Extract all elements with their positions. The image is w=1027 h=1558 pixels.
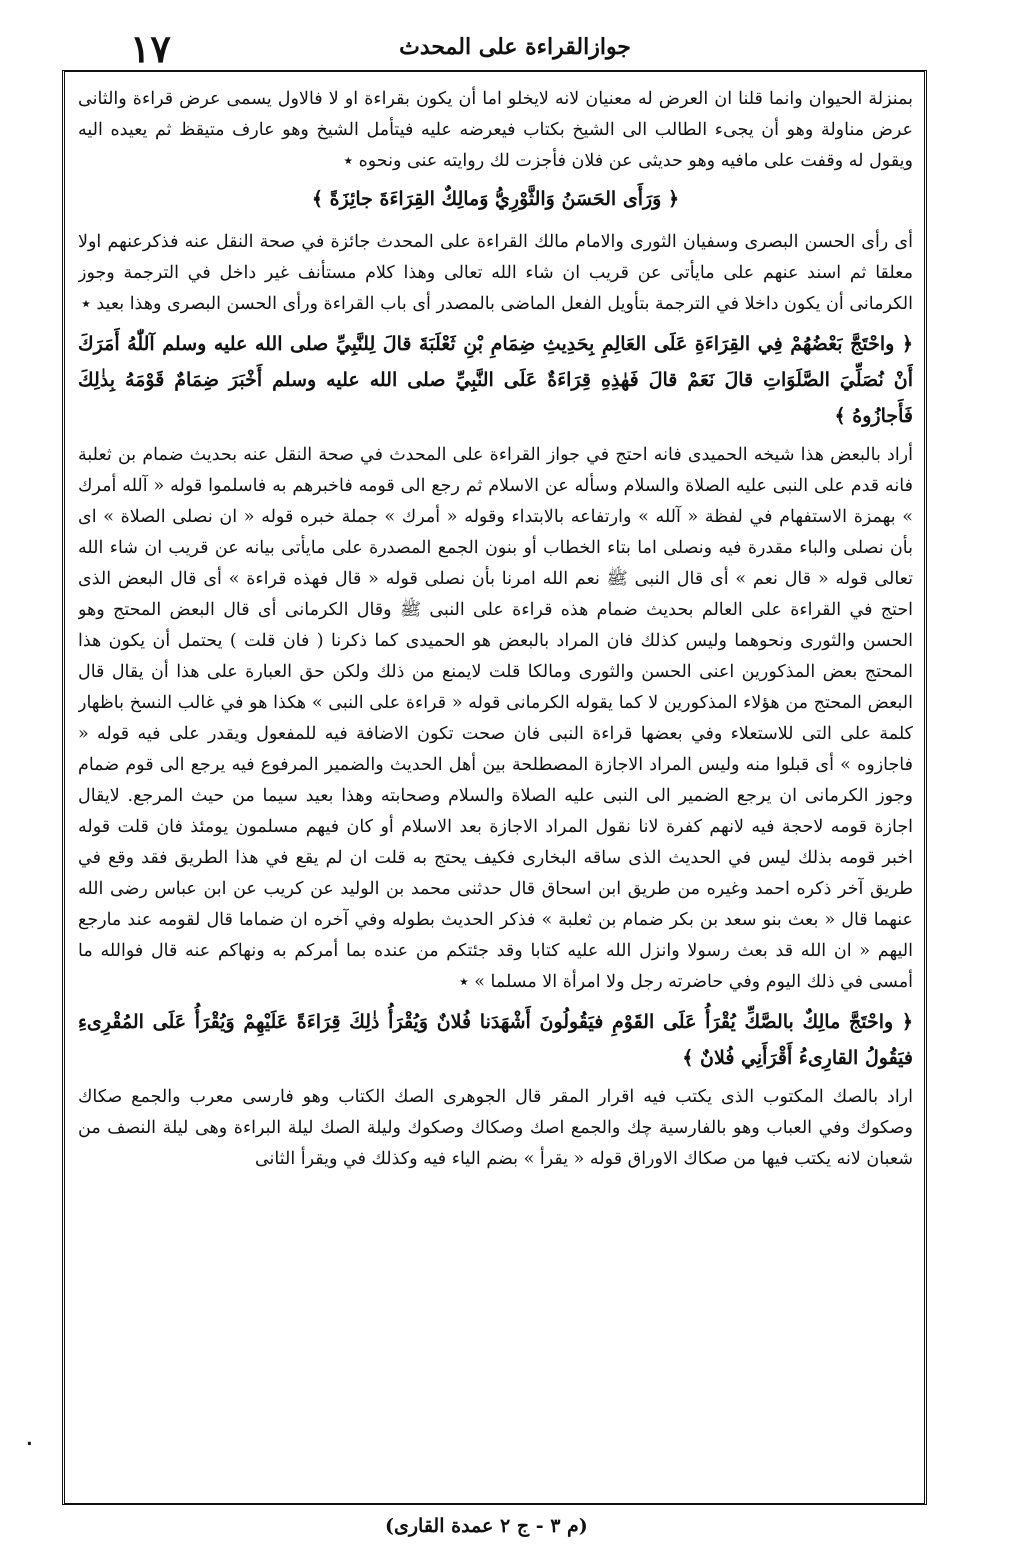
quoted-text-1: ﴿ وَرَأَى الحَسَنُ وَالثَّوْرِيُّ وَمالِكٌ القِرَاءَةَ جائِزَةً ﴾ <box>311 188 680 210</box>
margin-mark: ٠ <box>24 1430 35 1454</box>
quoted-text-2: ﴿ واحْتَجَّ بَعْضُهُمْ فِي القِرَاءَةِ عَلَى العَالِمِ بِحَدِيثِ ضِمَامِ بْنِ ثَعْلَبَةَ قالَ لِلنَّبِيِّ صلى الله عليه وسلم آللّٰهُ أَمَرَكَ أَنْ نُصَلِّيَ الصَّلَوَاتِ قالَ نَعَمْ قالَ فَهٰذِهِ قِرَاءَةٌ عَلَى النَّبِيِّ صلى الله عليه وسلم أَخْبَرَ ضِمَامٌ قَوْمَهُ بِذٰلِكَ فَأَجازُوهُ ﴾ <box>78 333 913 427</box>
quoted-text-3: ﴿ واحْتَجَّ مالِكٌ بالصَّكِّ يُقْرَأُ عَلَى القَوْمِ فيَقُولُونَ أَشْهَدَنا فُلانٌ وَيُقْرَأُ ذٰلِكَ قِرَاءَةً عَلَيْهِمْ وَيُقْرَأُ عَلَى المُقْرِىءِ فيَقُولُ القارِىءُ أَقْرَأَنِي فُلانٌ ﴾ <box>78 1011 913 1069</box>
page-header <box>40 26 990 71</box>
footer-signature: (م ٣ - ج ٢ عمدة القارى) <box>385 1515 588 1537</box>
paragraph-3: أراد بالبعض هذا شيخه الحميدى فانه احتج في جواز القراءة على المحدث في صحة النقل عنه بحديث ضمام بن ثعلبة فانه قدم على النبى عليه الصلاة والسلام وسأله عن الاسلام ثم رجع الى قومه فاخبرهم به فاسلموا قوله « آلله أمرك » بهمزة الاستفهام في لفظة « آلله » وارتفاعه بالابتداء وقوله « أمرك » جملة خبره قوله « ان نصلى الصلاة » اى بأن نصلى والباء مقدرة فيه ونصلى اما بتاء الخطاب أو بنون الجمع المصدرة على مايأتى بيانه عن قريب ان شاء الله تعالى قوله « قال نعم » أى قال النبى ﷺ نعم الله امرنا بأن نصلى قوله « قال فهذه قراءة » أى قال البعض الذى احتج في القراءة على العالم بحديث ضمام هذه قراءة على النبى ﷺ وقال الكرمانى أى قال البعض المحتج وهو الحسن والثورى ونحوهما وليس كذلك فان المراد بالبعض هو الحميدى كما ذكرنا ( فان قلت ) يحتمل أن يكون هذا المحتج بعض المذكورين اعنى الحسن والثورى ومالكا قلت لايمنع من ذلك ولكن حق العبارة على هذا أن يقال قال البعض المحتج من هؤلاء المذكورين لا كما يقوله الكرمانى قوله « قراءة على النبى » هكذا هو في غالب النسخ باظهار كلمة على التى للاستعلاء وفي بعضها قراءة النبى فان صحت تكون الاضافة فيه للمفعول ويقدر على فيه قوله « فاجازوه » أى قبلوا منه وليس المراد الاجازة المصطلحة بين أهل الحديث والضمير المرفوع فيه يرجع الى قوم ضمام وجوز الكرمانى ان يرجع الضمير الى النبى عليه الصلاة والسلام وصحابته وهذا بعيد سيما من حيث المرجع. لايقال اجازة قومه لاحجة فيه لانهم كفرة لانا نقول المراد الاجازة بعد الاسلام أو كان فيهم مسلمون يومئذ فان قلت قوله اخبر قومه بذلك ليس في الحديث الذى ساقه البخارى فكيف يحتج به قلت ان لم يقع في هذا الطريق فقد وقع في طريق آخر ذكره احمد وغيره من طريق ابن اسحاق قال حدثنى محمد بن الوليد عن كريب عن ابن عباس رضى الله عنهما قال « بعث بنو سعد بن بكر ضمام بن ثعلبة » فذكر الحديث بطوله وفي آخره ان ضماما قال لقومه عند مارجع اليهم « ان الله قد بعث رسولا وانزل الله عليه كتابا وقد جئتكم من عنده بما أمركم به ونهاكم عنه قال فوالله ما أمسى في ذلك اليوم وفي حاضرته رجل ولا امرأة الا مسلما » ٭ <box>78 445 913 992</box>
page-number: ١٧ <box>130 26 171 71</box>
running-title: جوازالقراءة على المحدث <box>399 34 631 60</box>
main-text <box>78 84 913 1496</box>
paragraph-1: بمنزلة الحيوان وانما قلنا ان العرض له معنيان لانه لايخلو اما أن يكون بقراءة او لا فالاول يسمى عرض قراءة والثانى عرض مناولة وهو أن يجىء الطالب الى الشيخ بكتاب فيعرضه عليه فيتأمل الشيخ وهو عارف متيقظ ثم يعيده اليه ويقول له وقفت على مافيه وهو حديثى عن فلان فأجزت لك روايته عنى ونحوه ٭ <box>78 89 913 171</box>
paragraph-2: أى رأى الحسن البصرى وسفيان الثورى والامام مالك القراءة على المحدث جائزة في صحة النقل عنه فذكرعنهم اولا معلقا ثم اسند عنهم على مايأتى عن قريب ان شاء الله تعالى وهذا كلام مستأنف غير داخل في الترجمة وجوز الكرمانى أن يكون داخلا في الترجمة بتأويل الفعل الماضى بالمصدر أى باب القراءة ورأى الحسن البصرى وهذا بعيد ٭ <box>78 232 913 314</box>
paragraph-4: اراد بالصك المكتوب الذى يكتب فيه اقرار المقر قال الجوهرى الصك الكتاب وهو فارسى معرب والجمع صكاك وصكوك وفي العباب وهو بالفارسية چك والجمع اصك وصكاك وصكوك وليلة الصك ليلة البراءة وهى ليلة النصف من شعبان لانه يكتب فيها من صكاك الاوراق قوله « يقرأ » بضم الياء فيه وكذلك في ويقرأ الثانى <box>78 1087 913 1169</box>
